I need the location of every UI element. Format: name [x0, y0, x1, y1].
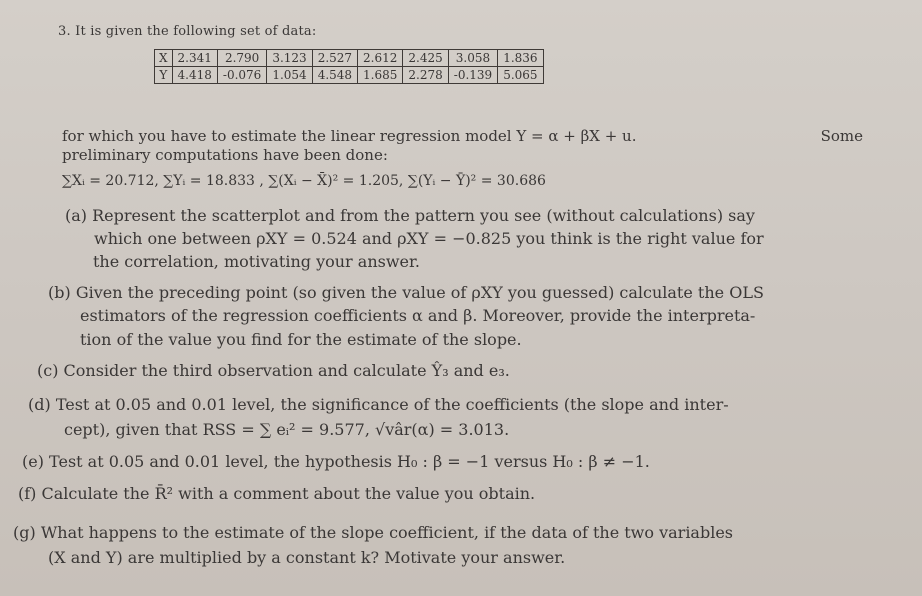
- problem-intro: 3. It is given the following set of data:: [58, 24, 317, 39]
- question-c-line-1: (c) Consider the third observation and calculate Ŷ₃ and e₃.: [37, 361, 510, 380]
- table-header-y: Y: [155, 67, 173, 84]
- question-g-line-2: (X and Y) are multiplied by a constant k? Motivate your answer.: [48, 548, 566, 567]
- question-g-line-1: (g) What happens to the estimate of the slope coefficient, if the data of the two variables: [13, 523, 734, 542]
- table-cell: 2.612: [358, 50, 403, 67]
- table-cell: -0.076: [217, 67, 266, 84]
- table-cell: 2.527: [312, 50, 357, 67]
- table-cell: 1.836: [498, 50, 543, 67]
- model-paragraph: [62, 127, 862, 165]
- table-cell: 3.058: [448, 50, 497, 67]
- table-row-y: [155, 67, 544, 84]
- table-cell: 4.418: [172, 67, 217, 84]
- model-line-2: preliminary computations have been done:: [62, 146, 388, 164]
- model-line-1-end: Some: [820, 127, 863, 145]
- question-a-line-2: which one between ρXY = 0.524 and ρXY = −0.825 you think is the right value for: [94, 229, 764, 248]
- table-cell: 5.065: [498, 67, 543, 84]
- question-b-line-1: (b) Given the preceding point (so given the value of ρXY you guessed) calculate the OLS: [48, 283, 764, 302]
- table-cell: 1.054: [267, 67, 312, 84]
- question-f-line-1: (f) Calculate the R̄² with a comment about the value you obtain.: [18, 484, 536, 503]
- question-b-line-2: estimators of the regression coefficients α and β. Moreover, provide the interpreta-: [80, 306, 756, 325]
- table-cell: 2.790: [217, 50, 266, 67]
- summary-statistics: ∑Xᵢ = 20.712, ∑Yᵢ = 18.833 , ∑(Xᵢ − X̄)² = 1.205, ∑(Yᵢ − Ȳ)² = 30.686: [62, 173, 546, 189]
- table-header-x: X: [155, 50, 173, 67]
- table-cell: 4.548: [312, 67, 357, 84]
- question-a-line-3: the correlation, motivating your answer.: [93, 252, 420, 271]
- question-d-line-2: cept), given that RSS = ∑ eᵢ² = 9.577, √vâr(α) = 3.013.: [64, 420, 510, 439]
- data-table: [154, 49, 544, 84]
- question-e-line-1: (e) Test at 0.05 and 0.01 level, the hypothesis H₀ : β = −1 versus H₀ : β ≠ −1.: [22, 452, 650, 471]
- question-a-line-1: (a) Represent the scatterplot and from the pattern you see (without calculations) say: [65, 206, 755, 225]
- table-row-x: [155, 50, 544, 67]
- table-cell: 2.278: [403, 67, 448, 84]
- table-cell: 2.425: [403, 50, 448, 67]
- question-b-line-3: tion of the value you find for the estimate of the slope.: [80, 330, 522, 349]
- table-cell: 1.685: [358, 67, 403, 84]
- question-d-line-1: (d) Test at 0.05 and 0.01 level, the significance of the coefficients (the slope and inter-: [28, 395, 729, 414]
- table-cell: 2.341: [172, 50, 217, 67]
- model-line-1: for which you have to estimate the linear regression model Y = α + βX + u.: [62, 127, 637, 145]
- table-cell: 3.123: [267, 50, 312, 67]
- table-cell: -0.139: [448, 67, 497, 84]
